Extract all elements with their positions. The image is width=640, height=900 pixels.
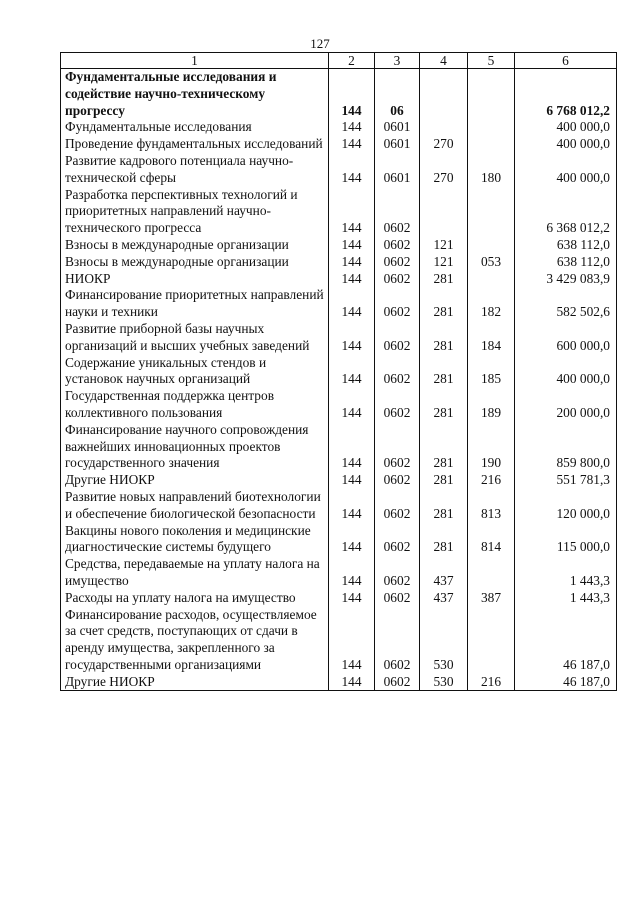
row-name: Разработка перспективных технологий и приоритетных направлений научно-технического прогресса [61,187,329,237]
row-code-2: 144 [329,271,375,288]
column-header-6: 6 [515,53,617,69]
row-code-4: 281 [420,271,468,288]
row-code-4: 530 [420,607,468,674]
row-code-3: 0601 [375,136,420,153]
row-code-5: 180 [468,153,515,187]
row-code-4: 270 [420,136,468,153]
row-code-4: 281 [420,523,468,557]
table-row [61,69,617,120]
row-name: Фундаментальные исследования и содействие научно-техническому прогрессу [61,69,329,120]
row-code-3: 0602 [375,674,420,691]
row-code-2: 144 [329,69,375,120]
row-name: Финансирование приоритетных направлений науки и техники [61,287,329,321]
row-code-3: 0602 [375,472,420,489]
row-amount: 582 502,6 [515,287,617,321]
row-amount: 200 000,0 [515,388,617,422]
row-code-5: 053 [468,254,515,271]
row-code-3: 0602 [375,187,420,237]
row-code-5: 182 [468,287,515,321]
table-row [61,523,617,557]
row-code-5: 185 [468,355,515,389]
row-name: Другие НИОКР [61,674,329,691]
row-code-5: 813 [468,489,515,523]
row-name: Финансирование расходов, осуществляемое за счет средств, поступающих от сдачи в аренду имущества, закрепленного за государственными организациями [61,607,329,674]
row-code-2: 144 [329,556,375,590]
row-code-4: 281 [420,287,468,321]
row-code-5 [468,119,515,136]
row-code-2: 144 [329,388,375,422]
column-header-3: 3 [375,53,420,69]
row-code-5 [468,69,515,120]
table-row [61,287,617,321]
row-code-2: 144 [329,119,375,136]
row-amount: 600 000,0 [515,321,617,355]
row-code-4 [420,69,468,120]
row-amount: 6 768 012,2 [515,69,617,120]
row-name: НИОКР [61,271,329,288]
column-header-4: 4 [420,53,468,69]
row-name: Расходы на уплату налога на имущество [61,590,329,607]
row-code-5 [468,271,515,288]
row-amount: 551 781,3 [515,472,617,489]
table-row [61,355,617,389]
row-amount: 400 000,0 [515,119,617,136]
row-code-5: 216 [468,674,515,691]
row-code-3: 0602 [375,556,420,590]
row-code-2: 144 [329,287,375,321]
row-code-3: 0602 [375,607,420,674]
column-header-2: 2 [329,53,375,69]
table-row [61,153,617,187]
row-name: Развитие новых направлений биотехнологии и обеспечение биологической безопасности [61,489,329,523]
row-amount: 120 000,0 [515,489,617,523]
row-amount: 859 800,0 [515,422,617,472]
row-code-3: 0602 [375,489,420,523]
row-code-3: 0601 [375,153,420,187]
table-row [61,556,617,590]
row-code-3: 0602 [375,271,420,288]
row-code-4: 281 [420,355,468,389]
row-code-4: 281 [420,422,468,472]
row-code-2: 144 [329,607,375,674]
row-code-5: 189 [468,388,515,422]
table-row [61,321,617,355]
table-row [61,422,617,472]
row-code-3: 0602 [375,287,420,321]
row-code-2: 144 [329,237,375,254]
row-name: Другие НИОКР [61,472,329,489]
table-row [61,254,617,271]
table-row [61,674,617,691]
table-row [61,472,617,489]
row-amount: 638 112,0 [515,237,617,254]
row-name: Финансирование научного сопровождения важнейших инновационных проектов государственного значения [61,422,329,472]
row-name: Взносы в международные организации [61,237,329,254]
header-row [61,53,617,69]
row-amount: 400 000,0 [515,355,617,389]
row-code-4: 121 [420,237,468,254]
table-row [61,187,617,237]
row-code-3: 0602 [375,422,420,472]
row-code-5 [468,556,515,590]
row-amount: 3 429 083,9 [515,271,617,288]
row-code-4: 437 [420,556,468,590]
row-code-2: 144 [329,523,375,557]
row-code-4 [420,187,468,237]
row-code-2: 144 [329,422,375,472]
table-row [61,119,617,136]
row-code-5 [468,187,515,237]
row-code-4: 281 [420,489,468,523]
row-code-3: 0602 [375,237,420,254]
row-name: Развитие кадрового потенциала научно-технической сферы [61,153,329,187]
row-amount: 1 443,3 [515,590,617,607]
row-amount: 638 112,0 [515,254,617,271]
row-code-4: 437 [420,590,468,607]
row-name: Проведение фундаментальных исследований [61,136,329,153]
row-code-4: 530 [420,674,468,691]
row-code-4 [420,119,468,136]
row-code-5: 216 [468,472,515,489]
row-code-4: 270 [420,153,468,187]
row-code-3: 06 [375,69,420,120]
table-row [61,607,617,674]
column-header-1: 1 [61,53,329,69]
row-code-3: 0602 [375,355,420,389]
row-code-2: 144 [329,674,375,691]
row-name: Государственная поддержка центров коллективного пользования [61,388,329,422]
row-code-2: 144 [329,187,375,237]
row-amount: 46 187,0 [515,607,617,674]
row-amount: 46 187,0 [515,674,617,691]
row-code-5: 814 [468,523,515,557]
row-name: Фундаментальные исследования [61,119,329,136]
table-body [61,69,617,691]
row-code-5 [468,136,515,153]
row-code-2: 144 [329,489,375,523]
row-code-3: 0602 [375,254,420,271]
row-amount: 400 000,0 [515,153,617,187]
row-amount: 1 443,3 [515,556,617,590]
table-row [61,136,617,153]
row-code-2: 144 [329,321,375,355]
table-row [61,590,617,607]
budget-table [60,52,617,691]
row-amount: 400 000,0 [515,136,617,153]
table-row [61,237,617,254]
table-row [61,489,617,523]
row-code-2: 144 [329,254,375,271]
table-header [61,53,617,69]
row-code-3: 0602 [375,388,420,422]
row-code-3: 0602 [375,523,420,557]
row-amount: 6 368 012,2 [515,187,617,237]
row-name: Взносы в международные организации [61,254,329,271]
table-row [61,271,617,288]
column-header-5: 5 [468,53,515,69]
row-name: Содержание уникальных стендов и установок научных организаций [61,355,329,389]
row-code-4: 281 [420,321,468,355]
row-code-5: 184 [468,321,515,355]
row-code-5 [468,237,515,254]
row-amount: 115 000,0 [515,523,617,557]
row-code-4: 281 [420,472,468,489]
row-code-2: 144 [329,590,375,607]
row-code-2: 144 [329,355,375,389]
row-code-2: 144 [329,136,375,153]
row-code-2: 144 [329,153,375,187]
row-code-5 [468,607,515,674]
row-code-5: 387 [468,590,515,607]
row-code-3: 0601 [375,119,420,136]
row-code-3: 0602 [375,321,420,355]
row-code-2: 144 [329,472,375,489]
row-code-4: 121 [420,254,468,271]
row-code-4: 281 [420,388,468,422]
row-code-5: 190 [468,422,515,472]
row-name: Вакцины нового поколения и медицинские диагностические системы будущего [61,523,329,557]
row-code-3: 0602 [375,590,420,607]
row-name: Средства, передаваемые на уплату налога на имущество [61,556,329,590]
page-number: 127 [310,36,330,51]
table-row [61,388,617,422]
row-name: Развитие приборной базы научных организаций и высших учебных заведений [61,321,329,355]
